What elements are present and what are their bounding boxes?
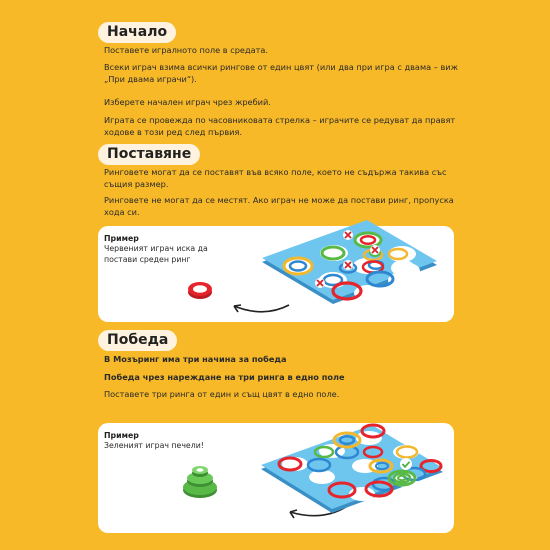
checkmark-icon xyxy=(400,458,412,470)
paragraph-placement-1: Ринговете могат да се поставят във всяко поле, което не съдържа такива със същия размер. xyxy=(104,167,447,189)
victory-paragraph: Поставете три ринга от един и същ цвят в едно поле. xyxy=(104,389,340,399)
example-title: Пример xyxy=(104,234,139,243)
paragraph-start-1: Поставете игралното поле в средата. xyxy=(104,45,269,55)
page-margin-right xyxy=(466,0,550,550)
heading-start: Начало xyxy=(98,22,176,43)
page-margin-left xyxy=(0,0,84,550)
paragraph-start-2: Всеки играч взима всички рингове от един цвят (или два при игра с двама – виж „При двама играчи“). xyxy=(104,62,458,84)
victory-line-2: Победа чрез нареждане на три ринга в едно поле xyxy=(104,372,345,382)
heading-victory: Победа xyxy=(98,330,177,351)
green-ring-stack xyxy=(183,466,217,498)
heading-placement: Поставяне xyxy=(98,144,200,165)
example-title: Пример xyxy=(104,431,139,440)
game-board-2 xyxy=(261,425,443,513)
example-victory-illustration xyxy=(84,0,466,550)
rules-page xyxy=(84,0,466,550)
example-text: Червеният играч иска да постави среден ринг xyxy=(104,244,208,264)
paragraph-start-4: Играта се провежда по часовниковата стрелка – играчите се редуват да правят ходове в този ред след първия. xyxy=(104,115,456,137)
victory-line-1: В Мозъринг има три начина за победа xyxy=(104,354,287,364)
example-text: Зеленият играч печели! xyxy=(104,441,204,450)
paragraph-placement-2: Ринговете не могат да се местят. Ако играч не може да постави ринг, пропуска хода си. xyxy=(104,195,454,217)
paragraph-start-3: Изберете начален играч чрез жребий. xyxy=(104,97,271,107)
